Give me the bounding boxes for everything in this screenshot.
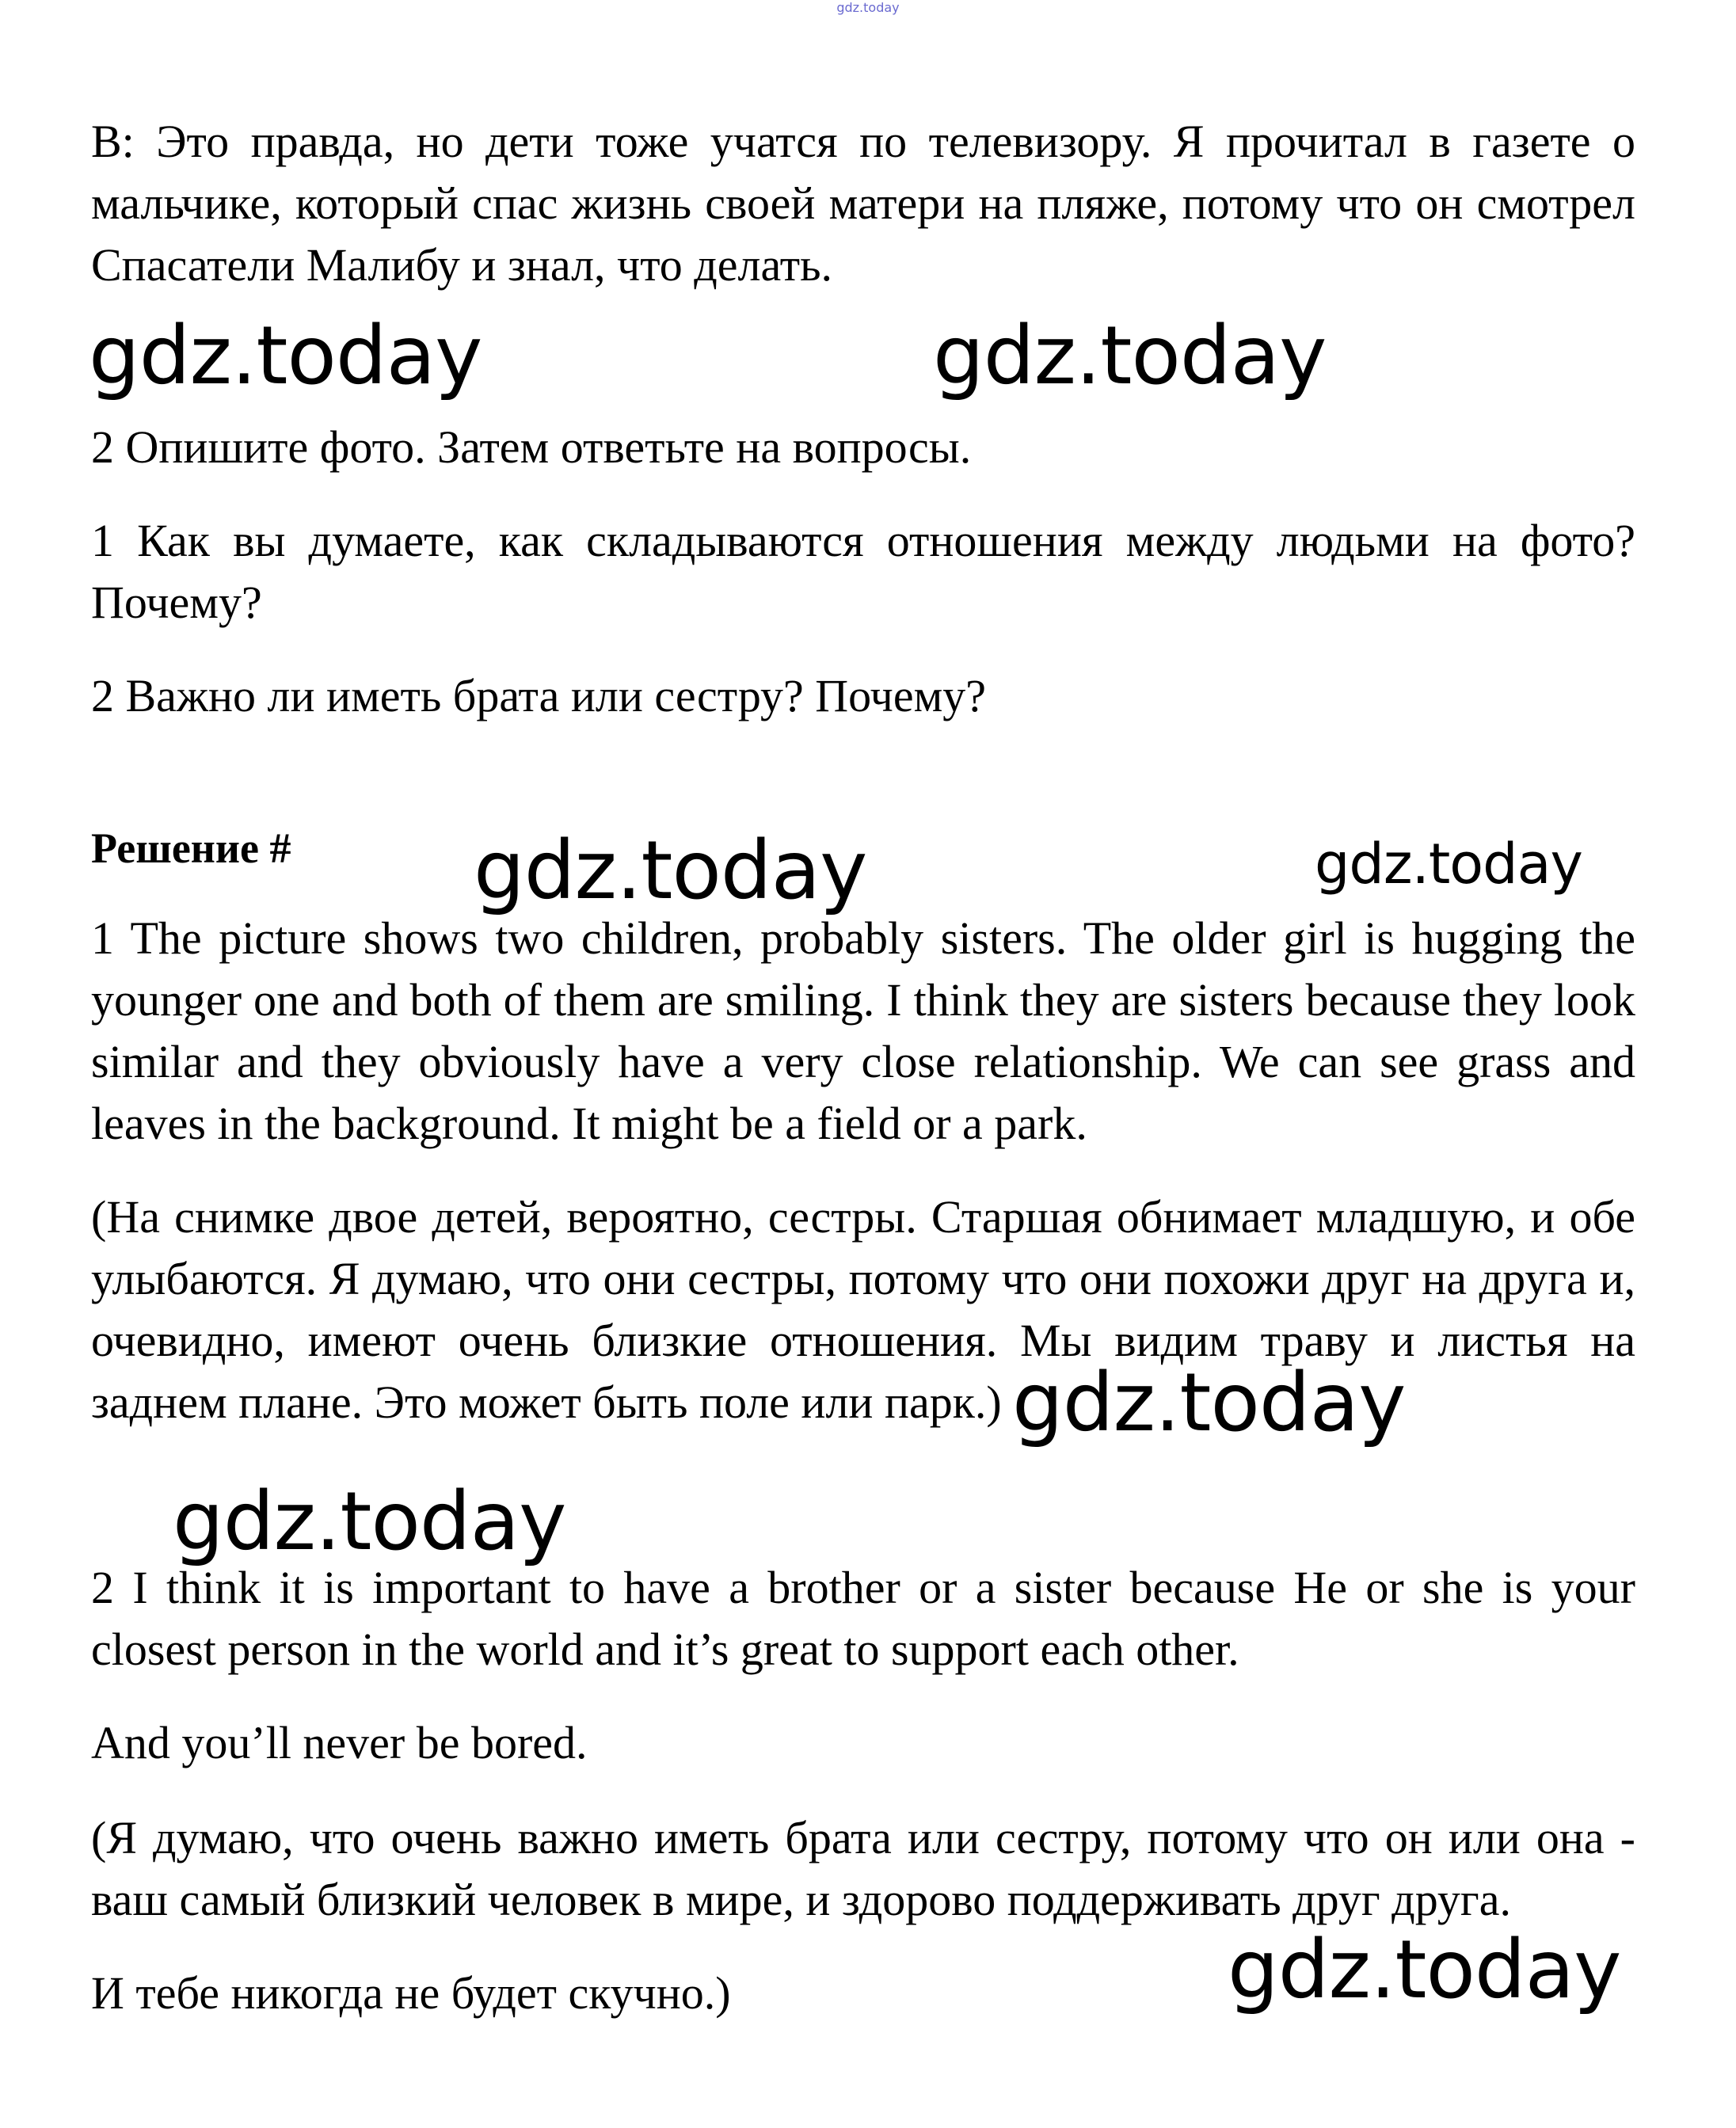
answer-2-english: 2 I think it is important to have a brother or a sister because He or she is your closest person in the world and it’s great to support each other. <box>91 1562 1635 1675</box>
answer-2-russian-b: И тебе никогда не будет скучно.) <box>91 1967 731 2019</box>
watermark-text: gdz.today <box>1012 1356 1406 1450</box>
dialogue-paragraph: B: Это правда, но дети тоже учатся по телевизору. Я прочитал в газете о мальчике, который спас жизнь своей матери на пляже, потому что он смотрел Спасатели Малибу и знал, что делать. <box>91 116 1635 291</box>
watermark-text: gdz.today <box>1228 1923 1621 2017</box>
site-mark: gdz.today <box>836 0 900 15</box>
solution-heading: Решение # <box>91 824 291 872</box>
watermark-text: gdz.today <box>89 309 482 403</box>
watermark-text: gdz.today <box>933 309 1327 403</box>
question-2: 2 Важно ли иметь брата или сестру? Почему? <box>91 670 987 721</box>
answer-2-russian: (Я думаю, что очень важно иметь брата или сестру, потому что он или она - ваш самый близкий человек в мире, и здорово поддерживать друг друга. <box>91 1812 1635 1925</box>
answer-1-russian: (На снимке двое детей, вероятно, сестры. Старшая обнимает младшую, и обе улыбаются. Я думаю, что они сестры, потому что они похожи друг на друга и, очевидно, имеют очень близкие отношения. Мы видим траву и листья на заднем плане. Это может быть поле или парк.) <box>91 1191 1635 1428</box>
watermark-text: gdz.today <box>474 824 867 918</box>
task-2-instruction: 2 Опишите фото. Затем ответьте на вопросы. <box>91 421 972 473</box>
watermark-text: gdz.today <box>1315 832 1582 897</box>
answer-2-english-b: And you’ll never be bored. <box>91 1717 588 1768</box>
watermark-text: gdz.today <box>173 1475 566 1569</box>
question-1: 1 Как вы думаете, как складываются отношения между людьми на фото? Почему? <box>91 515 1635 628</box>
answer-1-english: 1 The picture shows two children, probably sisters. The older girl is hugging the younger one and both of them are smiling. I think they are sisters because they look similar and they obviously have a very close relationship. We can see grass and leaves in the background. It might be a field or a park. <box>91 912 1635 1149</box>
